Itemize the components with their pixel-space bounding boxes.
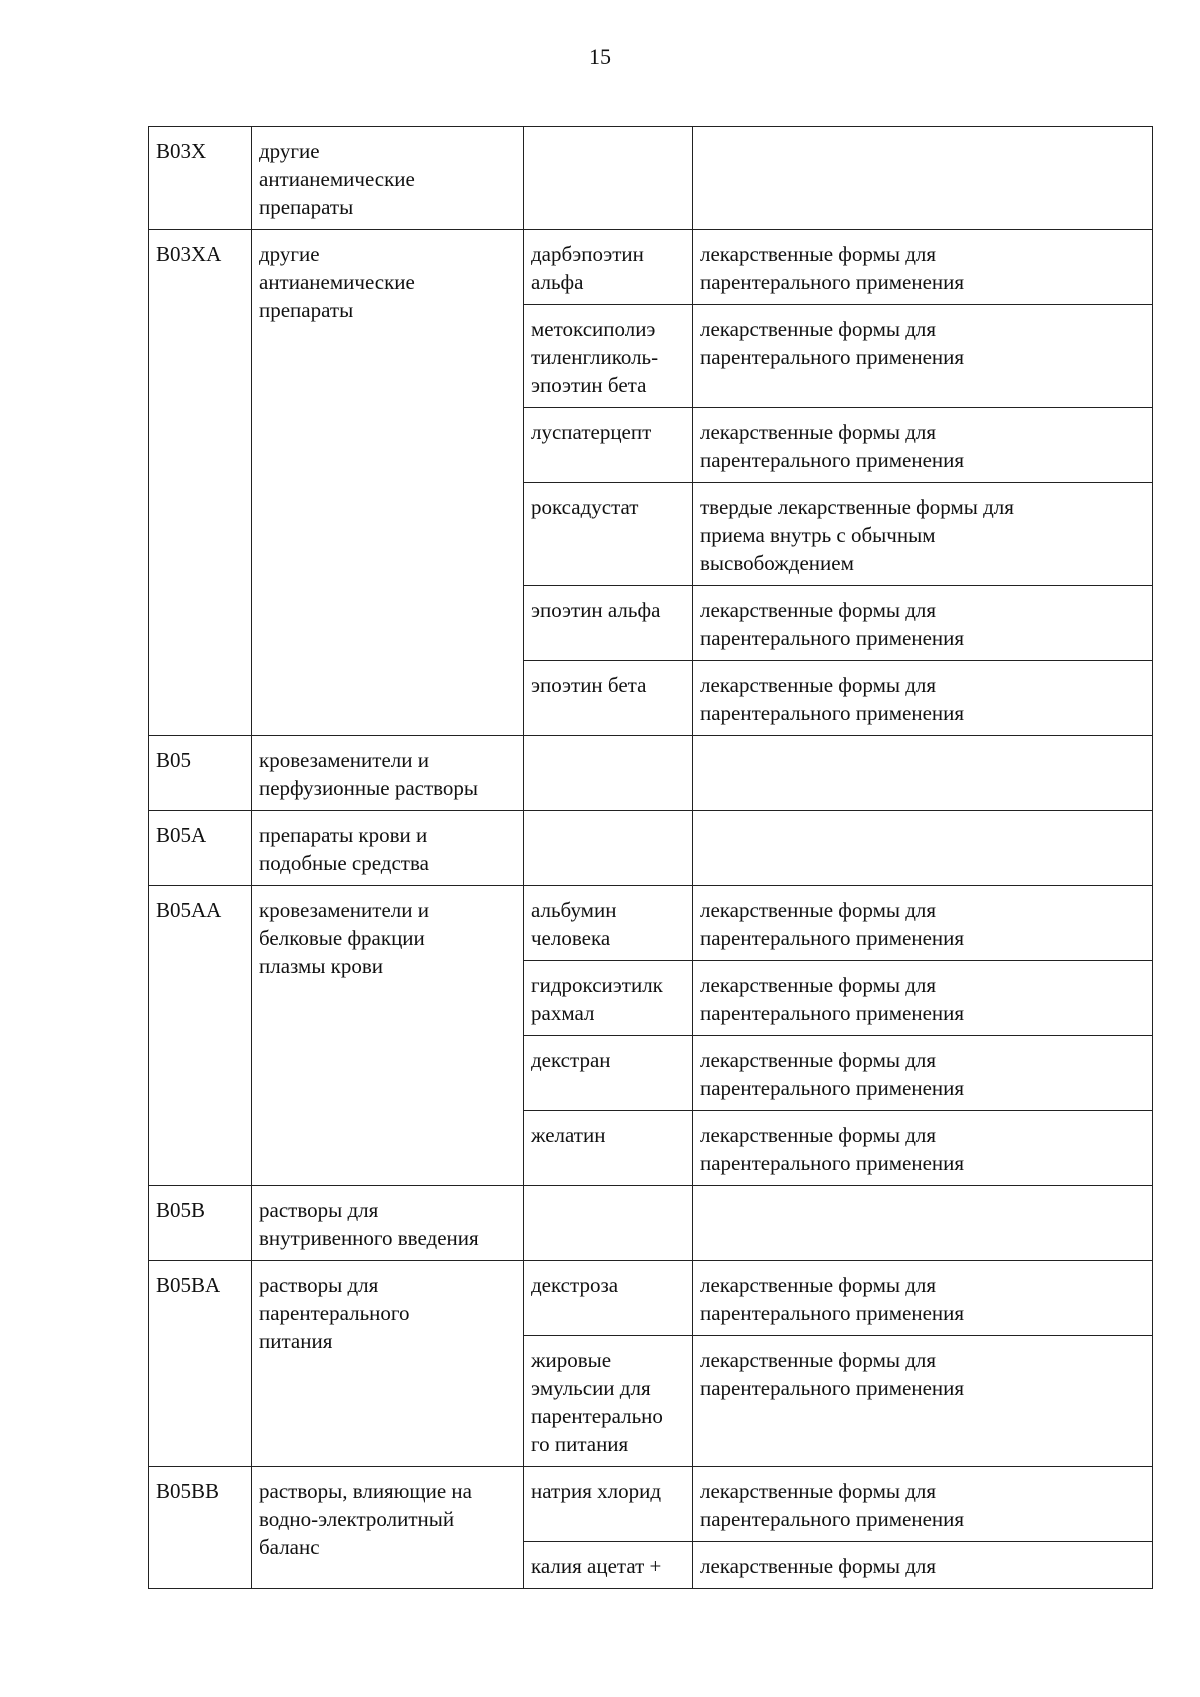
dosage-form-cell: лекарственные формы для <box>693 1542 1153 1589</box>
drug-name-cell: луспатерцепт <box>524 408 693 483</box>
drug-name-cell: жировые эмульсии для парентерально го питания <box>524 1336 693 1467</box>
dosage-form-cell: лекарственные формы для парентерального применения <box>693 1036 1153 1111</box>
drug-name-cell: дарбэпоэтин альфа <box>524 230 693 305</box>
atc-code-cell: B05A <box>149 811 252 886</box>
table-row <box>149 230 1153 305</box>
dosage-form-cell <box>693 811 1153 886</box>
pharmacological-group-cell: другие антианемические препараты <box>252 230 524 736</box>
table-row <box>149 1467 1153 1542</box>
atc-code-cell: B03X <box>149 127 252 230</box>
dosage-form-cell: лекарственные формы для парентерального применения <box>693 661 1153 736</box>
dosage-form-cell: лекарственные формы для парентерального применения <box>693 886 1153 961</box>
dosage-form-cell: лекарственные формы для парентерального применения <box>693 1336 1153 1467</box>
dosage-form-cell: лекарственные формы для парентерального применения <box>693 1467 1153 1542</box>
drug-name-cell <box>524 736 693 811</box>
table-row <box>149 1186 1153 1261</box>
pharmacological-group-cell: растворы, влияющие на водно-электролитный баланс <box>252 1467 524 1589</box>
drug-name-cell: роксадустат <box>524 483 693 586</box>
pharmacological-group-cell: препараты крови и подобные средства <box>252 811 524 886</box>
pharmacological-group-cell: другие антианемические препараты <box>252 127 524 230</box>
dosage-form-cell: лекарственные формы для парентерального применения <box>693 1111 1153 1186</box>
table-row <box>149 736 1153 811</box>
pharmacological-group-cell: растворы для внутривенного введения <box>252 1186 524 1261</box>
atc-code-cell: B05AA <box>149 886 252 1186</box>
atc-code-cell: B05BB <box>149 1467 252 1589</box>
atc-code-cell: B03XA <box>149 230 252 736</box>
drug-name-cell: эпоэтин альфа <box>524 586 693 661</box>
dosage-form-cell: лекарственные формы для парентерального применения <box>693 305 1153 408</box>
drug-name-cell: желатин <box>524 1111 693 1186</box>
table-body <box>149 127 1153 1589</box>
drug-name-cell <box>524 1186 693 1261</box>
dosage-form-cell <box>693 736 1153 811</box>
table-row <box>149 127 1153 230</box>
drug-name-cell: декстроза <box>524 1261 693 1336</box>
dosage-form-cell: твердые лекарственные формы для приема внутрь с обычным высвобождением <box>693 483 1153 586</box>
dosage-form-cell: лекарственные формы для парентерального применения <box>693 1261 1153 1336</box>
dosage-form-cell <box>693 127 1153 230</box>
dosage-form-cell <box>693 1186 1153 1261</box>
drug-name-cell: альбумин человека <box>524 886 693 961</box>
atc-code-cell: B05B <box>149 1186 252 1261</box>
drug-name-cell: гидроксиэтилк рахмал <box>524 961 693 1036</box>
table-row <box>149 1261 1153 1336</box>
dosage-form-cell: лекарственные формы для парентерального применения <box>693 586 1153 661</box>
drug-name-cell: натрия хлорид <box>524 1467 693 1542</box>
atc-code-cell: B05 <box>149 736 252 811</box>
drug-name-cell: эпоэтин бета <box>524 661 693 736</box>
page-number: 15 <box>589 44 611 69</box>
table-row <box>149 886 1153 961</box>
drug-name-cell: калия ацетат + <box>524 1542 693 1589</box>
table-row <box>149 811 1153 886</box>
pharmacological-group-cell: растворы для парентерального питания <box>252 1261 524 1467</box>
drug-table <box>148 126 1153 1589</box>
dosage-form-cell: лекарственные формы для парентерального применения <box>693 230 1153 305</box>
pharmacological-group-cell: кровезаменители и белковые фракции плазмы крови <box>252 886 524 1186</box>
drug-name-cell: декстран <box>524 1036 693 1111</box>
atc-code-cell: B05BA <box>149 1261 252 1467</box>
dosage-form-cell: лекарственные формы для парентерального применения <box>693 961 1153 1036</box>
dosage-form-cell: лекарственные формы для парентерального применения <box>693 408 1153 483</box>
pharmacological-group-cell: кровезаменители и перфузионные растворы <box>252 736 524 811</box>
drug-name-cell <box>524 811 693 886</box>
drug-name-cell: метоксиполиэ тиленгликоль- эпоэтин бета <box>524 305 693 408</box>
drug-name-cell <box>524 127 693 230</box>
